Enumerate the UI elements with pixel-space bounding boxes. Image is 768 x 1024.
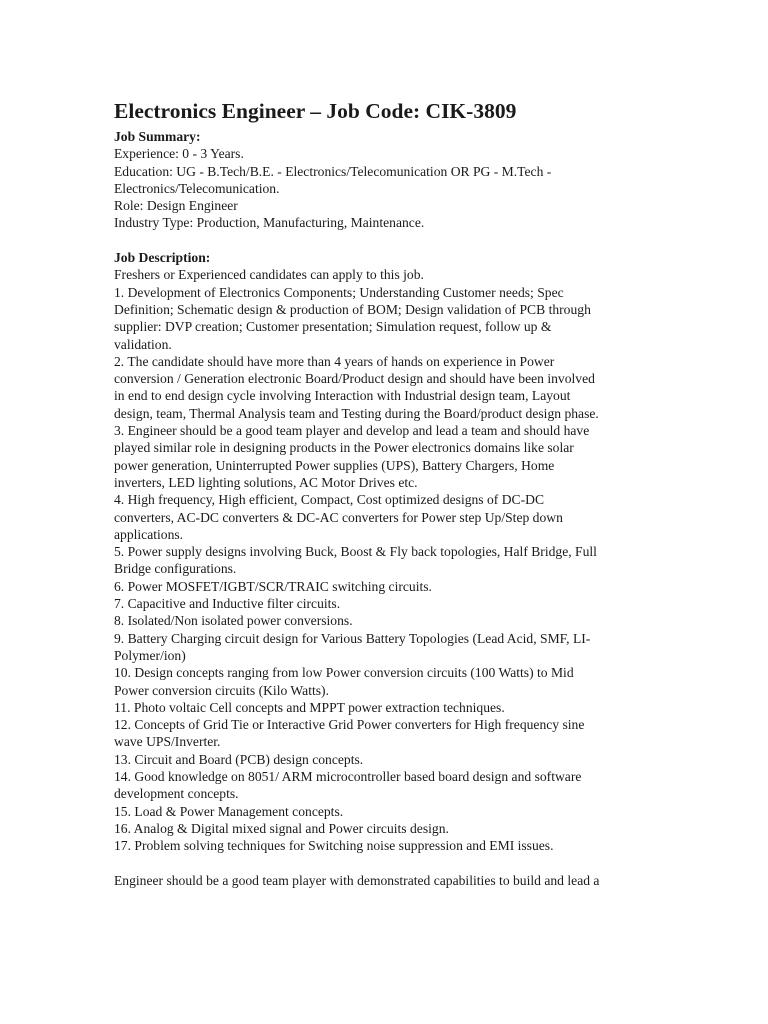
document-title: Electronics Engineer – Job Code: CIK-3809 <box>114 99 517 123</box>
description-line: wave UPS/Inverter. <box>114 734 221 750</box>
description-line: Polymer/ion) <box>114 647 186 663</box>
job-summary-heading: Job Summary: <box>114 129 201 144</box>
description-line: 15. Load & Power Management concepts. <box>114 803 344 819</box>
description-line: Power conversion circuits (Kilo Watts). <box>114 682 329 698</box>
description-line: 2. The candidate should have more than 4 years of hands on experience in Power <box>114 353 555 369</box>
section-spacer <box>114 232 659 249</box>
job-description-heading: Job Description: <box>114 250 211 266</box>
description-line: converters, AC-DC converters & DC-AC converters for Power step Up/Step down <box>114 509 563 525</box>
summary-line: Education: UG - B.Tech/B.E. - Electronics/Telecomunication OR PG - M.Tech - <box>114 163 552 179</box>
description-line: 5. Power supply designs involving Buck, Boost & Fly back topologies, Half Bridge, Full <box>114 544 597 560</box>
description-line: Bridge configurations. <box>114 561 237 577</box>
description-line: 11. Photo voltaic Cell concepts and MPPT power extraction techniques. <box>114 699 505 715</box>
description-line: Freshers or Experienced candidates can apply to this job. <box>114 267 424 283</box>
summary-line: Experience: 0 - 3 Years. <box>114 146 244 162</box>
description-line: 6. Power MOSFET/IGBT/SCR/TRAIC switching circuits. <box>114 578 432 594</box>
description-line: inverters, LED lighting solutions, AC Motor Drives etc. <box>114 474 418 490</box>
section-spacer <box>114 854 659 871</box>
description-line: conversion / Generation electronic Board/Product design and should have been involved <box>114 371 595 387</box>
closing-line: Engineer should be a good team player with demonstrated capabilities to build and lead a <box>114 872 600 888</box>
closing-section <box>114 872 659 889</box>
description-line: 7. Capacitive and Inductive filter circuits. <box>114 596 341 612</box>
summary-line: Electronics/Telecomunication. <box>114 180 280 196</box>
description-line: validation. <box>114 336 172 352</box>
summary-line: Industry Type: Production, Manufacturing, Maintenance. <box>114 215 425 231</box>
description-line: 4. High frequency, High efficient, Compact, Cost optimized designs of DC-DC <box>114 492 545 508</box>
summary-line: Role: Design Engineer <box>114 198 238 214</box>
description-line: Definition; Schematic design & production of BOM; Design validation of PCB through <box>114 301 591 317</box>
description-line: 8. Isolated/Non isolated power conversions. <box>114 613 353 629</box>
description-line: development concepts. <box>114 786 239 802</box>
description-line: supplier: DVP creation; Customer presentation; Simulation request, follow up & <box>114 319 552 335</box>
job-summary-section <box>114 128 659 232</box>
description-line: 3. Engineer should be a good team player and develop and lead a team and should have <box>114 423 590 439</box>
description-line: 9. Battery Charging circuit design for Various Battery Topologies (Lead Acid, SMF, LI- <box>114 630 591 646</box>
description-line: 10. Design concepts ranging from low Power conversion circuits (100 Watts) to Mid <box>114 665 574 681</box>
description-line: power generation, Uninterrupted Power supplies (UPS), Battery Chargers, Home <box>114 457 555 473</box>
document-page <box>114 96 659 889</box>
description-line: 14. Good knowledge on 8051/ ARM microcontroller based board design and software <box>114 768 582 784</box>
description-line: played similar role in designing products in the Power electronics domains like solar <box>114 440 574 456</box>
description-line: in end to end design cycle involving Interaction with Industrial design team, Layout <box>114 388 571 404</box>
description-line: 16. Analog & Digital mixed signal and Power circuits design. <box>114 820 449 836</box>
description-line: design, team, Thermal Analysis team and Testing during the Board/product design phase. <box>114 405 599 421</box>
job-description-section <box>114 249 659 854</box>
description-line: 13. Circuit and Board (PCB) design concepts. <box>114 751 364 767</box>
description-line: 17. Problem solving techniques for Switching noise suppression and EMI issues. <box>114 838 554 854</box>
description-line: 1. Development of Electronics Components; Understanding Customer needs; Spec <box>114 284 564 300</box>
description-line: 12. Concepts of Grid Tie or Interactive Grid Power converters for High frequency sine <box>114 717 585 733</box>
description-line: applications. <box>114 526 184 542</box>
